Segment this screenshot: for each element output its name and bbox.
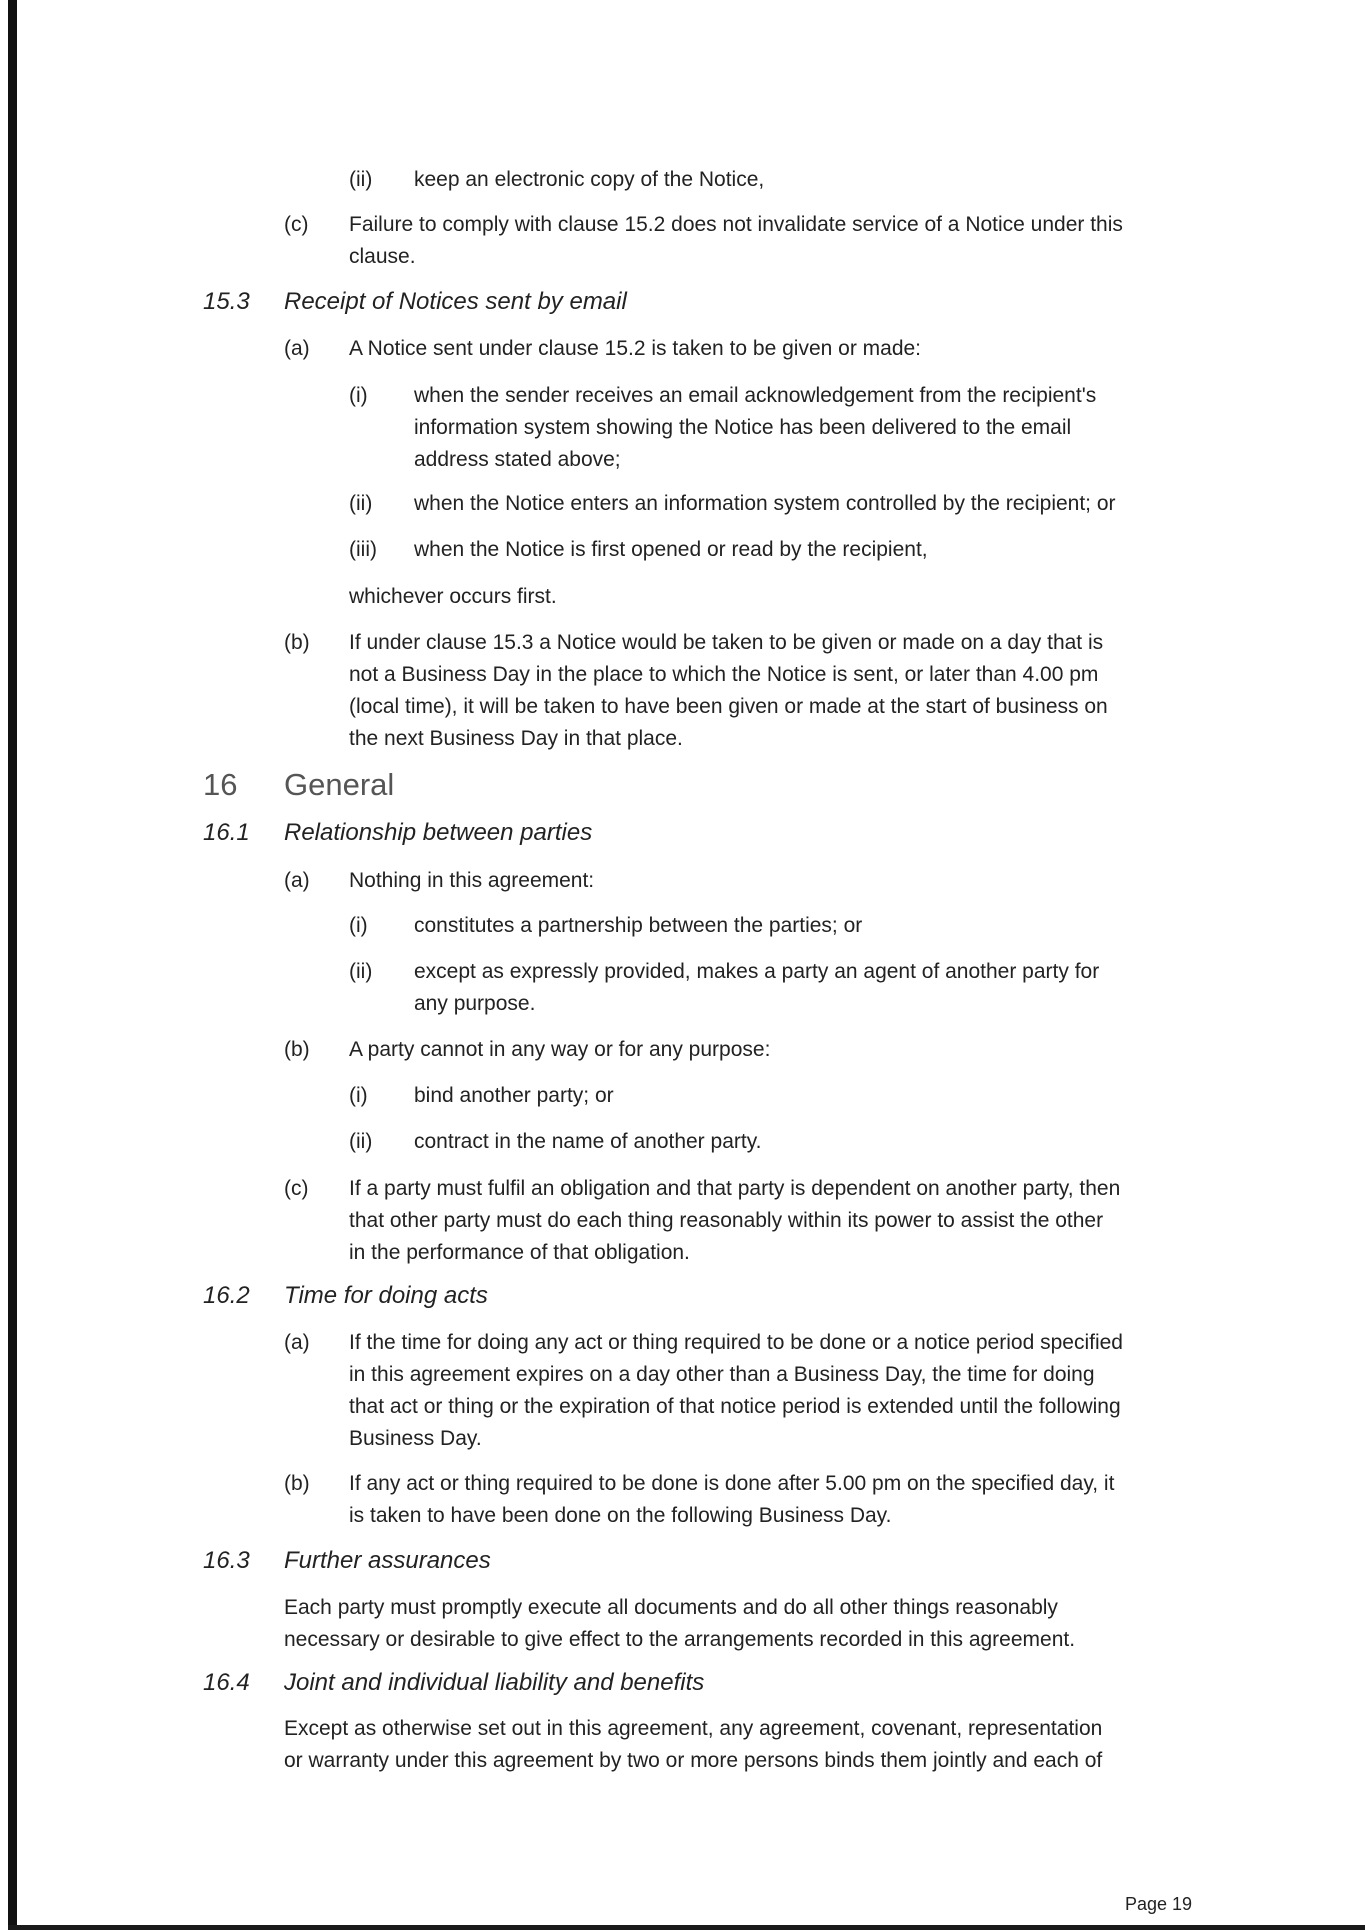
- clause-16-1-a-i-number: (i): [349, 914, 368, 937]
- scan-left-edge: [8, 0, 17, 1930]
- clause-15-3-a-i-number: (i): [349, 384, 368, 407]
- clause-15-3-a-i-line-1: when the sender receives an email acknowledgement from the recipient's: [414, 384, 1097, 407]
- clause-15-3-a-i-line-3: address stated above;: [414, 448, 621, 471]
- clause-16-1-b-number: (b): [284, 1038, 310, 1061]
- clause-16-2-a-number: (a): [284, 1331, 310, 1354]
- clause-16-2-a-line-1: If the time for doing any act or thing required to be done or a notice period specified: [349, 1331, 1123, 1354]
- clause-16-1-a-ii-number: (ii): [349, 960, 373, 983]
- clause-16-2-a-line-4: Business Day.: [349, 1427, 482, 1450]
- clause-16-1-a-number: (a): [284, 869, 310, 892]
- heading-16-3-number: 16.3: [203, 1547, 250, 1574]
- clause-16-1-b-i-number: (i): [349, 1084, 368, 1107]
- clause-16-1-a-ii-line-2: any purpose.: [414, 992, 536, 1015]
- clause-16-2-b-line-1: If any act or thing required to be done is done after 5.00 pm on the specified day, it: [349, 1472, 1115, 1495]
- clause-16-4-line-1: Except as otherwise set out in this agreement, any agreement, covenant, representation: [284, 1717, 1103, 1740]
- clause-16-1-b-text: A party cannot in any way or for any purpose:: [349, 1038, 771, 1061]
- clause-15-3-a-i-line-2: information system showing the Notice has been delivered to the email: [414, 416, 1072, 439]
- heading-16-title: General: [284, 767, 395, 802]
- clause-16-1-c-line-2: that other party must do each thing reasonably within its power to assist the other: [349, 1209, 1104, 1232]
- clause-16-3-line-2: necessary or desirable to give effect to the arrangements recorded in this agreement.: [284, 1628, 1076, 1651]
- clause-16-2-a-line-2: in this agreement expires on a day other than a Business Day, the time for doing: [349, 1363, 1095, 1386]
- clause-15-2-c-line-2: clause.: [349, 245, 416, 268]
- clause-15-2-b-ii-text: keep an electronic copy of the Notice,: [414, 168, 765, 191]
- clause-15-2-c-line-1: Failure to comply with clause 15.2 does not invalidate service of a Notice under this: [349, 213, 1123, 236]
- clause-16-1-b-i-text: bind another party; or: [414, 1084, 614, 1107]
- clause-15-3-a-iii-number: (iii): [349, 538, 377, 561]
- clause-16-3-line-1: Each party must promptly execute all documents and do all other things reasonably: [284, 1596, 1058, 1619]
- heading-16-1-title: Relationship between parties: [284, 819, 593, 846]
- heading-16-3-title: Further assurances: [284, 1547, 491, 1574]
- clause-16-1-a-text: Nothing in this agreement:: [349, 869, 595, 892]
- heading-16-number: 16: [203, 767, 238, 802]
- clause-15-3-a-text: A Notice sent under clause 15.2 is taken to be given or made:: [349, 337, 922, 360]
- clause-15-3-b-line-2: not a Business Day in the place to which the Notice is sent, or later than 4.00 pm: [349, 663, 1099, 686]
- page-number: Page 19: [1124, 1894, 1192, 1914]
- scan-bottom-edge: [8, 1925, 1365, 1930]
- heading-16-2-number: 16.2: [203, 1282, 250, 1309]
- heading-16-4-title: Joint and individual liability and benefits: [284, 1669, 705, 1696]
- heading-16-1-number: 16.1: [203, 819, 250, 846]
- clause-15-3-a-ii-number: (ii): [349, 492, 373, 515]
- clause-15-3-b-line-3: (local time), it will be taken to have been given or made at the start of business on: [349, 695, 1108, 718]
- heading-16-2-title: Time for doing acts: [284, 1282, 488, 1309]
- clause-16-2-b-number: (b): [284, 1472, 310, 1495]
- clause-15-3-a-iii-text: when the Notice is first opened or read by the recipient,: [414, 538, 928, 561]
- clause-15-3-b-line-4: the next Business Day in that place.: [349, 727, 683, 750]
- heading-15-3-number: 15.3: [203, 288, 250, 315]
- clause-15-3-a-ii-text: when the Notice enters an information system controlled by the recipient; or: [414, 492, 1116, 515]
- clause-16-4-line-2: or warranty under this agreement by two or more persons binds them jointly and each of: [284, 1749, 1103, 1772]
- clause-16-1-a-ii-line-1: except as expressly provided, makes a party an agent of another party for: [414, 960, 1100, 983]
- clause-16-1-c-number: (c): [284, 1177, 309, 1200]
- clause-16-2-b-line-2: is taken to have been done on the following Business Day.: [349, 1504, 892, 1527]
- clause-16-1-b-ii-text: contract in the name of another party.: [414, 1130, 762, 1153]
- clause-15-3-a-number: (a): [284, 337, 310, 360]
- clause-15-3-b-line-1: If under clause 15.3 a Notice would be taken to be given or made on a day that is: [349, 631, 1104, 654]
- clause-15-3-whichever: whichever occurs first.: [349, 585, 557, 608]
- clause-15-3-b-number: (b): [284, 631, 310, 654]
- clause-16-1-a-i-text: constitutes a partnership between the parties; or: [414, 914, 863, 937]
- clause-16-1-c-line-3: in the performance of that obligation.: [349, 1241, 690, 1264]
- clause-16-2-a-line-3: that act or thing or the expiration of that notice period is extended until the following: [349, 1395, 1121, 1418]
- clause-16-1-c-line-1: If a party must fulfil an obligation and that party is dependent on another party, then: [349, 1177, 1121, 1200]
- heading-16-4-number: 16.4: [203, 1669, 250, 1696]
- heading-15-3-title: Receipt of Notices sent by email: [284, 288, 627, 315]
- clause-16-1-b-ii-number: (ii): [349, 1130, 373, 1153]
- clause-15-2-c-number: (c): [284, 213, 309, 236]
- clause-15-2-b-ii-number: (ii): [349, 168, 373, 191]
